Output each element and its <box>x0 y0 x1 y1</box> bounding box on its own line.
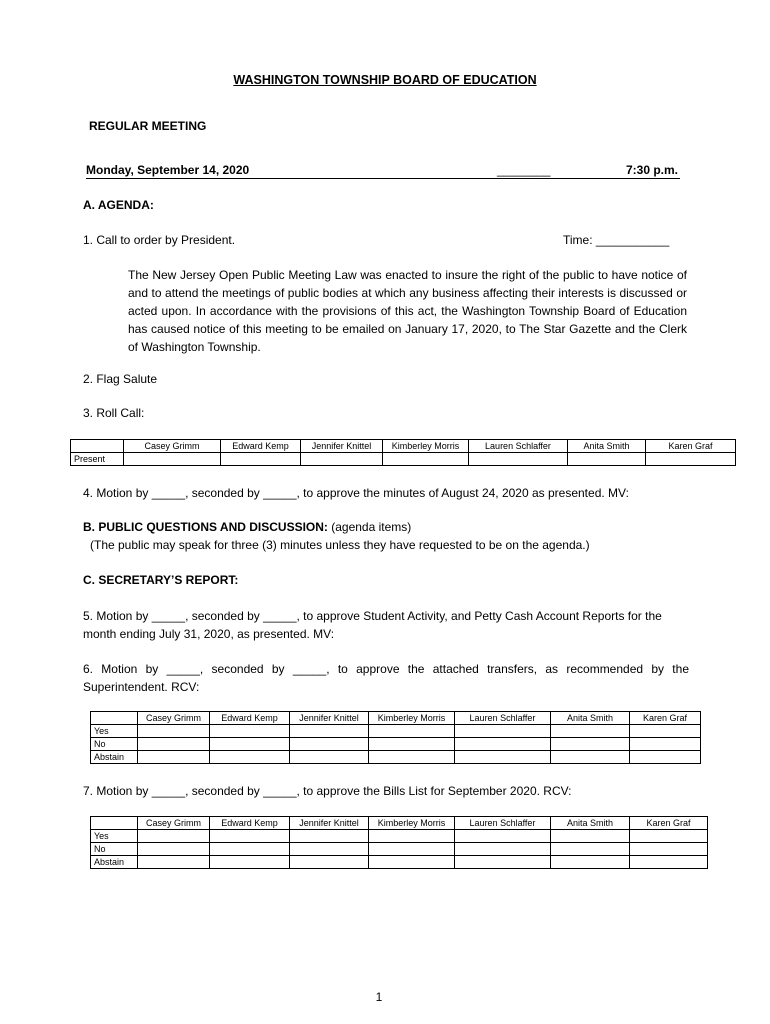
table-header-row <box>91 817 708 830</box>
member-header: Edward Kemp <box>221 440 301 453</box>
motion-7: 7. Motion by _____, seconded by _____, to approve the Bills List for September 2020. RCV: <box>83 784 572 798</box>
vote-cell[interactable] <box>455 843 551 856</box>
member-header: Anita Smith <box>551 817 630 830</box>
member-header: Edward Kemp <box>210 817 290 830</box>
agenda-item-roll-call: 3. Roll Call: <box>83 406 145 420</box>
vote-cell[interactable] <box>455 830 551 843</box>
section-b-suffix: (agenda items) <box>327 520 412 534</box>
vote-cell[interactable] <box>138 725 210 738</box>
vote-cell[interactable] <box>138 738 210 751</box>
member-header: Casey Grimm <box>138 712 210 725</box>
vote-cell[interactable] <box>383 453 469 466</box>
agenda-heading: A. AGENDA: <box>83 198 154 212</box>
member-header: Edward Kemp <box>210 712 290 725</box>
member-header: Jennifer Knittel <box>301 440 383 453</box>
member-header: Kimberley Morris <box>383 440 469 453</box>
meeting-time: 7:30 p.m. <box>625 163 678 177</box>
vote-cell[interactable] <box>124 453 221 466</box>
roll-call-table <box>70 439 736 466</box>
section-b-title: B. PUBLIC QUESTIONS AND DISCUSSION: <box>83 520 328 534</box>
member-header: Kimberley Morris <box>369 817 455 830</box>
member-header: Casey Grimm <box>124 440 221 453</box>
vote-cell[interactable] <box>138 843 210 856</box>
member-header: Lauren Schlaffer <box>455 817 551 830</box>
vote-cell[interactable] <box>301 453 383 466</box>
member-header: Jennifer Knittel <box>290 712 369 725</box>
table-row <box>91 751 701 764</box>
vote-cell[interactable] <box>630 843 708 856</box>
vote-cell[interactable] <box>551 738 630 751</box>
vote-cell[interactable] <box>210 856 290 869</box>
member-header: Anita Smith <box>551 712 630 725</box>
vote-cell[interactable] <box>630 725 701 738</box>
vote-cell[interactable] <box>551 830 630 843</box>
section-b-heading <box>83 520 411 534</box>
meeting-date: Monday, September 14, 2020 <box>86 163 250 177</box>
public-meeting-notice: The New Jersey Open Public Meeting Law was enacted to insure the right of the public to have notice of and to attend the meetings of public bodies at which any business affecting their interests is discussed or acted upon. In accordance with the provisions of this act, the Washington Township Board of Education has caused notice of this meeting to be emailed on January 17, 2020, to The Star Gazette and the Clerk of Washington Township. <box>128 268 687 354</box>
vote-cell[interactable] <box>369 843 455 856</box>
agenda-item-call-to-order: 1. Call to order by President. <box>83 233 236 247</box>
vote-cell[interactable] <box>138 751 210 764</box>
table-row <box>91 843 708 856</box>
agenda-item-flag-salute: 2. Flag Salute <box>83 372 158 386</box>
date-line <box>86 163 680 179</box>
vote-cell[interactable] <box>551 843 630 856</box>
vote-cell[interactable] <box>455 725 551 738</box>
vote-cell[interactable] <box>138 830 210 843</box>
vote-cell[interactable] <box>630 738 701 751</box>
member-header: Lauren Schlaffer <box>455 712 551 725</box>
vote-cell[interactable] <box>369 856 455 869</box>
row-label: Yes <box>91 725 138 738</box>
table-header-row <box>71 440 736 453</box>
vote-cell[interactable] <box>469 453 568 466</box>
vote-cell[interactable] <box>551 725 630 738</box>
vote-cell[interactable] <box>630 830 708 843</box>
date-blank: ________ <box>497 163 551 177</box>
member-header: Lauren Schlaffer <box>469 440 568 453</box>
table-row <box>91 725 701 738</box>
vote-cell[interactable] <box>455 856 551 869</box>
vote-cell[interactable] <box>551 856 630 869</box>
section-c-heading: C. SECRETARY’S REPORT: <box>83 573 239 587</box>
motion-6: 6. Motion by _____, seconded by _____, to approve the attached transfers, as recommended by the Superintendent. RCV: <box>83 662 689 694</box>
vote-cell[interactable] <box>210 843 290 856</box>
vote-cell[interactable] <box>369 738 455 751</box>
vote-cell[interactable] <box>646 453 736 466</box>
vote-cell[interactable] <box>369 830 455 843</box>
vote-cell[interactable] <box>630 856 708 869</box>
member-header: Karen Graf <box>646 440 736 453</box>
vote-table-motion-6 <box>90 711 701 764</box>
table-header-row <box>91 712 701 725</box>
member-header: Jennifer Knittel <box>290 817 369 830</box>
section-b-note: (The public may speak for three (3) minutes unless they have requested to be on the agenda.) <box>90 538 590 552</box>
corner-cell <box>71 440 124 453</box>
vote-cell[interactable] <box>210 725 290 738</box>
vote-cell[interactable] <box>455 751 551 764</box>
corner-cell <box>91 817 138 830</box>
vote-cell[interactable] <box>551 751 630 764</box>
meeting-type: REGULAR MEETING <box>89 119 207 133</box>
document-title: WASHINGTON TOWNSHIP BOARD OF EDUCATION <box>233 73 537 87</box>
page-number: 1 <box>375 990 383 1004</box>
call-to-order-time: Time: ___________ <box>563 233 670 247</box>
row-label: Abstain <box>91 856 138 869</box>
vote-cell[interactable] <box>210 830 290 843</box>
vote-cell[interactable] <box>369 725 455 738</box>
row-label: Yes <box>91 830 138 843</box>
member-header: Anita Smith <box>568 440 646 453</box>
vote-cell[interactable] <box>369 751 455 764</box>
vote-cell[interactable] <box>210 738 290 751</box>
vote-cell[interactable] <box>290 856 369 869</box>
row-label: Abstain <box>91 751 138 764</box>
vote-cell[interactable] <box>290 751 369 764</box>
vote-table-motion-7 <box>90 816 708 869</box>
row-label: Present <box>71 453 124 466</box>
vote-cell[interactable] <box>290 738 369 751</box>
row-label: No <box>91 843 138 856</box>
vote-cell[interactable] <box>630 751 701 764</box>
member-header: Karen Graf <box>630 712 701 725</box>
vote-cell[interactable] <box>568 453 646 466</box>
vote-cell[interactable] <box>138 856 210 869</box>
member-header: Karen Graf <box>630 817 708 830</box>
vote-cell[interactable] <box>290 843 369 856</box>
table-row <box>71 453 736 466</box>
table-row <box>91 738 701 751</box>
vote-cell[interactable] <box>290 725 369 738</box>
corner-cell <box>91 712 138 725</box>
member-header: Casey Grimm <box>138 817 210 830</box>
vote-cell[interactable] <box>290 830 369 843</box>
motion-4: 4. Motion by _____, seconded by _____, to approve the minutes of August 24, 2020 as presented. MV: <box>83 486 629 500</box>
table-row <box>91 856 708 869</box>
motion-5: 5. Motion by _____, seconded by _____, to approve Student Activity, and Petty Cash Account Reports for the month ending July 31, 2020, as presented. MV: <box>83 609 662 641</box>
vote-cell[interactable] <box>210 751 290 764</box>
table-row <box>91 830 708 843</box>
row-label: No <box>91 738 138 751</box>
vote-cell[interactable] <box>221 453 301 466</box>
member-header: Kimberley Morris <box>369 712 455 725</box>
vote-cell[interactable] <box>455 738 551 751</box>
